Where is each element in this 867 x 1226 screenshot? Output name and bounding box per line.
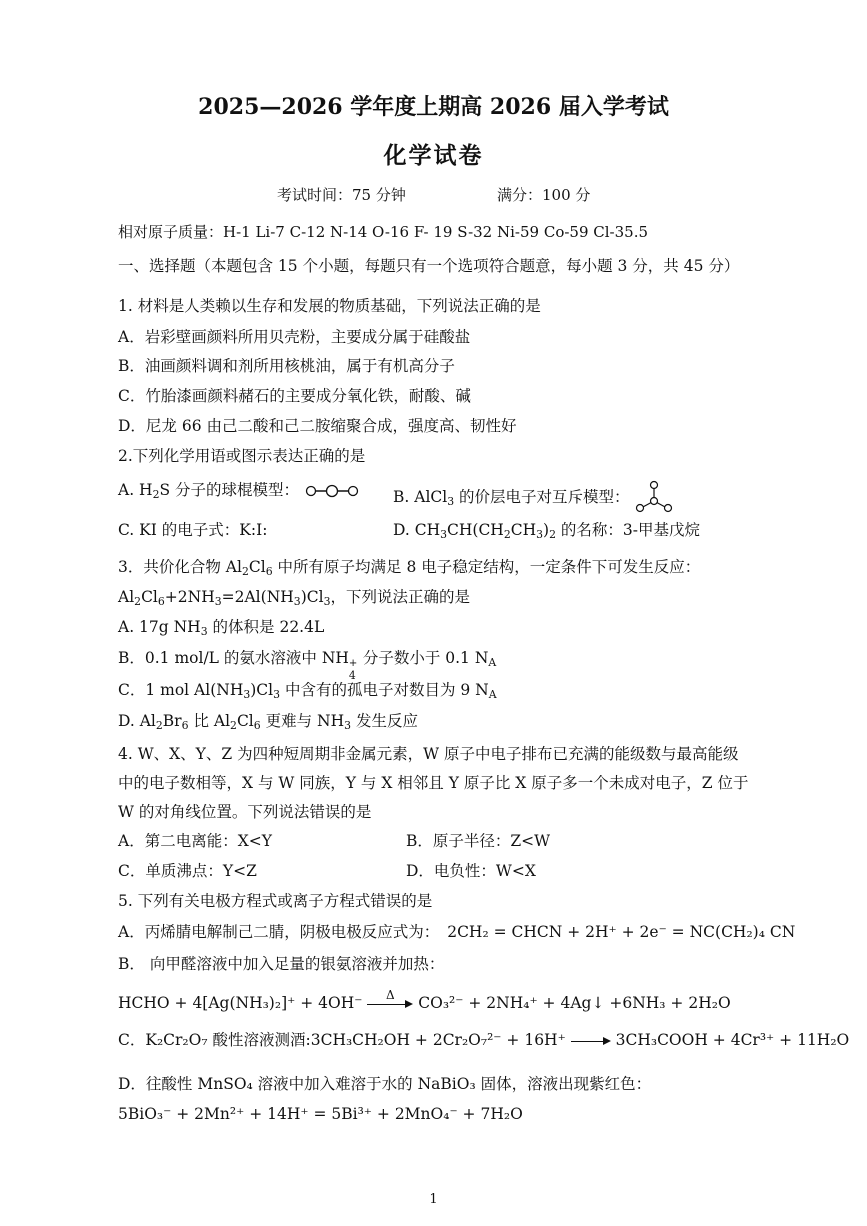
q3-eq-s4: 3 xyxy=(293,595,301,608)
q2-option-d xyxy=(393,520,700,545)
question-2-stem: 2.下列化学用语或图示表达正确的是 xyxy=(118,447,366,465)
q2-a-post: S 分子的球棍模型： xyxy=(159,481,300,499)
q3-option-a xyxy=(118,617,324,642)
q4-option-a: A．第二电离能：X<Y xyxy=(118,832,272,850)
q3-stem-t3: 中所有原子均满足 8 电子稳定结构，一定条件下可发生反应： xyxy=(272,558,701,576)
q3-option-b xyxy=(118,648,497,682)
q2-d-t1: D. CH xyxy=(393,521,441,539)
q3-eq-s1: 2 xyxy=(134,595,142,608)
q3-b-sup: + xyxy=(348,658,358,669)
q5-b-eq-right: CO₃²⁻ + 2NH₄⁺ + 4Ag↓ +6NH₃ + 2H₂O xyxy=(418,994,731,1012)
q3-d-t5: 更难与 NH xyxy=(260,712,345,730)
q3-a-t1: A. 17g NH xyxy=(118,618,201,636)
subject-title: 化学试卷 xyxy=(383,142,484,169)
q3-b-na: A xyxy=(488,656,497,669)
q3-c-s2: 3 xyxy=(273,688,281,701)
q3-eq-t4: =2Al(NH xyxy=(221,588,294,606)
q2-d-s3: 3 xyxy=(536,528,544,541)
q3-d-t3: 比 Al xyxy=(188,712,231,730)
q1-option-b: B．油画颜料调和剂所用核桃油，属于有机高分子 xyxy=(118,357,455,375)
q2-b-sub: 3 xyxy=(447,495,455,508)
q3-eq-s2: 6 xyxy=(157,595,165,608)
q1-option-c: C．竹胎漆画颜料赭石的主要成分氧化铁，耐酸、碱 xyxy=(118,387,471,405)
question-5-stem: 5. 下列有关电极方程式或离子方程式错误的是 xyxy=(118,892,433,910)
q2-option-a xyxy=(118,480,360,505)
q4-option-c: C．单质沸点：Y<Z xyxy=(118,862,257,880)
heat-symbol: Δ xyxy=(386,988,395,1002)
q2-a-pre: A. H xyxy=(118,481,153,499)
q3-b-sub: 4 xyxy=(348,669,356,682)
q5-b-eq-left: HCHO + 4[Ag(NH₃)₂]⁺ + 4OH⁻ xyxy=(118,994,363,1012)
question-4-stem-2: 中的电子数相等，X 与 W 同族，Y 与 X 相邻且 Y 原子比 X 原子多一个未成对电子，Z 位于 xyxy=(118,774,749,792)
q2-b-pre: B. AlCl xyxy=(393,488,448,506)
q2-d-t4: ) xyxy=(543,521,550,539)
section-heading: 一、选择题（本题包含 15 个小题，每题只有一个选项符合题意，每小题 3 分，共 45 分） xyxy=(118,257,740,275)
q5-a-equation: 2CH₂ = CHCN + 2H⁺ + 2e⁻ = NC(CH₂)₄ CN xyxy=(447,923,796,941)
q3-equation xyxy=(118,587,470,612)
q3-option-d xyxy=(118,711,418,736)
q2-b-post: 的价层电子对互斥模型： xyxy=(454,488,630,506)
h2s-ball-stick-model-icon xyxy=(304,484,360,498)
question-1-stem: 1. 材料是人类赖以生存和发展的物质基础，下列说法正确的是 xyxy=(118,297,541,315)
q3-eq-t3: +2NH xyxy=(164,588,215,606)
q3-c-t3: 中含有的孤电子对数目为 9 N xyxy=(280,681,489,699)
q5-c-eq-left: 3CH₃CH₂OH + 2Cr₂O₇²⁻ + 16H⁺ xyxy=(310,1031,566,1049)
reaction-arrow-icon xyxy=(367,988,413,1011)
q3-eq-t2: Cl xyxy=(141,588,158,606)
q3-d-s4: 6 xyxy=(253,719,261,732)
q3-d-s1: 2 xyxy=(155,719,163,732)
q3-stem-s2: 6 xyxy=(265,565,273,578)
atomic-masses: 相对原子质量：H-1 Li-7 C-12 N-14 O-16 F- 19 S-32 Ni-59 Co-59 Cl-35.5 xyxy=(118,223,649,241)
q5-option-d: D．往酸性 MnSO₄ 溶液中加入难溶于水的 NaBiO₃ 固体，溶液出现紫红色： xyxy=(118,1075,652,1093)
q4-option-d: D．电负性：W<X xyxy=(406,862,536,880)
q3-b-t2: 分子数小于 0.1 N xyxy=(357,649,489,667)
q2-d-t3: CH xyxy=(510,521,537,539)
q5-c-text: C．K₂Cr₂O₇ 酸性溶液测酒: xyxy=(118,1031,311,1049)
q2-d-s2: 2 xyxy=(503,528,511,541)
q2-d-t5: 的名称：3-甲基戊烷 xyxy=(556,521,701,539)
q3-c-na: A xyxy=(488,688,497,701)
exam-time: 考试时间：75 分钟 xyxy=(277,186,406,204)
q3-stem-s1: 2 xyxy=(241,565,249,578)
q4-option-b: B．原子半径：Z<W xyxy=(406,832,551,850)
q3-a-s1: 3 xyxy=(200,625,208,638)
question-3-stem xyxy=(118,557,700,582)
q3-c-t1: C．1 mol Al(NH xyxy=(118,681,244,699)
page-number: 1 xyxy=(429,1192,438,1207)
q3-d-s2: 6 xyxy=(181,719,189,732)
q2-d-t2: CH(CH xyxy=(447,521,504,539)
q2-option-c: C. KI 的电子式：K:I: xyxy=(118,521,268,539)
q3-d-t1: D. Al xyxy=(118,712,156,730)
q5-d-equation: 5BiO₃⁻ + 2Mn²⁺ + 14H⁺ = 5Bi³⁺ + 2MnO₄⁻ + 7H₂O xyxy=(118,1105,523,1123)
q2-option-b xyxy=(393,480,673,514)
q3-stem-t2: Cl xyxy=(248,558,266,576)
q3-d-s5: 3 xyxy=(344,719,352,732)
q3-stem-t1: 3．共价化合物 Al xyxy=(118,558,242,576)
q3-d-t6: 发生反应 xyxy=(351,712,418,730)
q5-option-c xyxy=(118,1030,849,1050)
q1-option-a: A．岩彩壁画颜料所用贝壳粉，主要成分属于硅酸盐 xyxy=(118,328,471,346)
q5-c-eq-right: 3CH₃COOH + 4Cr³⁺ + 11H₂O xyxy=(615,1031,850,1049)
full-score: 满分：100 分 xyxy=(497,186,591,204)
question-4-stem-3: W 的对角线位置。下列说法错误的是 xyxy=(118,803,372,821)
q3-eq-t1: Al xyxy=(118,588,135,606)
q3-d-s3: 2 xyxy=(230,719,237,732)
q2-d-s1: 3 xyxy=(440,528,448,541)
q1-option-d: D．尼龙 66 由己二酸和己二胺缩聚合成，强度高、韧性好 xyxy=(118,417,517,435)
q3-c-s1: 3 xyxy=(243,688,251,701)
q2-a-sub: 2 xyxy=(152,488,160,501)
q3-c-t2: )Cl xyxy=(250,681,274,699)
q5-option-b: B． 向甲醛溶液中加入足量的银氨溶液并加热： xyxy=(118,955,445,973)
exam-title: 2025—2026 学年度上期高 2026 届入学考试 xyxy=(198,94,669,120)
q3-d-t2: Br xyxy=(162,712,182,730)
q3-b-t1: B．0.1 mol/L 的氨水溶液中 NH xyxy=(118,649,349,667)
q3-eq-t5: )Cl xyxy=(300,588,324,606)
q3-a-t2: 的体积是 22.4L xyxy=(207,618,325,636)
q5-b-equation xyxy=(118,988,731,1013)
q3-eq-t6: ，下列说法正确的是 xyxy=(330,588,470,606)
q2-d-s4: 2 xyxy=(549,528,556,541)
q3-eq-s5: 3 xyxy=(323,595,331,608)
q3-option-c xyxy=(118,680,497,705)
q5-a-text: A．丙烯腈电解制己二腈，阴极电极反应式为： xyxy=(118,923,440,941)
q5-option-a xyxy=(118,922,795,942)
question-4-stem-1: 4. W、X、Y、Z 为四种短周期非金属元素，W 原子中电子排布已充满的能级数与最高能级 xyxy=(118,745,739,763)
q3-eq-s3: 3 xyxy=(214,595,222,608)
alcl3-vsepr-model-icon xyxy=(635,480,673,514)
reaction-arrow-icon xyxy=(571,1034,611,1048)
q3-d-t4: Cl xyxy=(236,712,254,730)
